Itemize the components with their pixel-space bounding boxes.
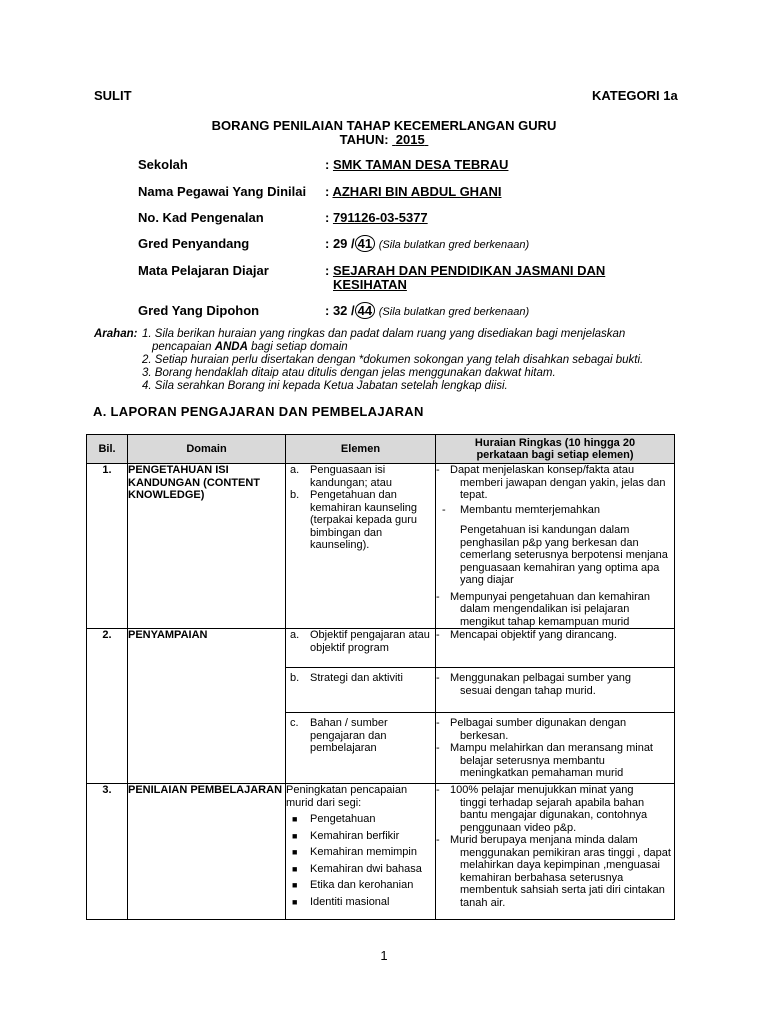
row-number: 1. [87,464,128,629]
field-label-gred-dipohon: Gred Yang Dipohon [138,303,260,318]
header-huraian: Huraian Ringkas (10 hingga 20 perkataan bagi setiap elemen) [436,435,675,464]
table-row [87,629,675,668]
bullet-icon: ■ [292,814,298,824]
row-number: 3. [87,784,128,920]
header-sulit: SULIT [94,88,132,103]
row-elemen: c. Bahan / sumber pengajaran dan pembelajaran [286,713,436,784]
field-value-kad: : 791126-03-5377 [325,210,428,225]
row-huraian: - Menggunakan pelbagai sumber yang sesuai dengan tahap murid. [436,668,675,713]
row-domain: PENILAIAN PEMBELAJARAN [128,784,286,920]
field-label-nama: Nama Pegawai Yang Dinilai [138,184,307,199]
instructions-lead: Arahan: [94,328,138,340]
page-number: 1 [380,948,388,963]
assessment-table [86,434,675,920]
row-elemen: b. Strategi dan aktiviti [286,668,436,713]
instruction-1-cont: pencapaian ANDA bagi setiap domain [152,341,348,353]
year-label: TAHUN: [339,132,389,147]
instruction-1: 1. Sila berikan huraian yang ringkas dan padat dalam ruang yang disediakan bagi menjelaskan [142,328,626,340]
header-kategori: KATEGORI 1a [592,88,678,103]
row-huraian: - Pelbagai sumber digunakan dengan berkesan. - Mampu melahirkan dan meransang minat belajar seterusnya membantu meningkatkan pemahaman murid [436,713,675,784]
field-value-gred-penyandang: : 29 / 41 (Sila bulatkan gred berkenaan) [325,236,530,251]
bullet-icon: ■ [292,880,298,890]
circled-grade: 41 [355,235,375,252]
row-huraian: - 100% pelajar menujukkan minat yang tinggi terhadap sejarah apabila bahan bantu mengajar digunakan, contohnya penggunaan video p&p. - Murid berupaya menjana minda dalam menggunakan pemikiran aras tinggi , dapat melahirkan daya kepimpinan ,menguasai kemahiran berbahasa seterusnya membentuk sahsiah serta jati diri cintakan tanah air. [436,784,675,920]
form-year [0,132,768,147]
field-label-sekolah: Sekolah [138,157,188,172]
row-domain: PENYAMPAIAN [128,629,286,784]
header-elemen: Elemen [286,435,436,464]
instruction-4: 4. Sila serahkan Borang ini kepada Ketua Jabatan setelah lengkap diisi. [142,380,508,392]
row-huraian: - Dapat menjelaskan konsep/fakta atau memberi jawapan dengan yakin, jelas dan tepat. - Membantu memterjemahkan Pengetahuan isi kandungan dalam penghasilan p&p yang berkesan dan cemerlang seterusnya berpotensi menjana penguasaan kemahiran yang optima apa yang diajar - Mempunyai pengetahuan dan kemahiran dalam mengendalikan isi pelajaran mengikut tahap kemampuan murid [436,464,675,629]
field-value-sekolah: : SMK TAMAN DESA TEBRAU [325,157,509,172]
field-label-kad: No. Kad Pengenalan [138,210,264,225]
field-value-mata-pelajaran: : SEJARAH DAN PENDIDIKAN JASMANI DAN [325,263,606,278]
row-elemen: Peningkatan pencapaian murid dari segi: ■ Pengetahuan ■ Kemahiran berfikir ■ Kemahiran memimpin ■ Kemahiran dwi bahasa ■ Etika dan kerohanian ■ Identiti masional [286,784,436,920]
section-title: A. LAPORAN PENGAJARAN DAN PEMBELAJARAN [93,404,424,419]
row-elemen: a. Penguasaan isi kandungan; atau b. Pengetahuan dan kemahiran kaunseling (terpakai kepada guru bimbingan dan kaunseling). [286,464,436,629]
row-huraian: - Mencapai objektif yang dirancang. [436,629,675,668]
circled-grade: 44 [355,302,375,319]
row-domain: PENGETAHUAN ISI KANDUNGAN (CONTENT KNOWLEDGE) [128,464,286,629]
table-row [87,784,675,920]
header-bil: Bil. [87,435,128,464]
form-title: BORANG PENILAIAN TAHAP KECEMERLANGAN GURU [211,118,557,133]
table-header-row [87,435,675,464]
field-label-mata-pelajaran: Mata Pelajaran Diajar [138,263,269,278]
table-row [87,464,675,629]
bullet-icon: ■ [292,896,298,907]
field-value-nama: : AZHARI BIN ABDUL GHANI [325,184,502,199]
bullet-icon: ■ [292,847,298,857]
field-label-gred-penyandang: Gred Penyandang [138,236,250,251]
field-value-mata-pelajaran-2: KESIHATAN [333,277,407,292]
bullet-icon: ■ [292,830,298,841]
year-value: 2015 [395,132,425,147]
header-domain: Domain [128,435,286,464]
field-value-gred-dipohon: : 32 / 44 (Sila bulatkan gred berkenaan) [325,303,530,318]
instruction-3: 3. Borang hendaklah ditaip atau ditulis dengan jelas menggunakan dakwat hitam. [142,367,556,379]
bullet-icon: ■ [292,863,298,874]
row-elemen: a. Objektif pengajaran atau objektif program [286,629,436,668]
row-number: 2. [87,629,128,784]
instruction-2: 2. Setiap huraian perlu disertakan dengan *dokumen sokongan yang telah disahkan sebagai bukti. [142,354,644,366]
